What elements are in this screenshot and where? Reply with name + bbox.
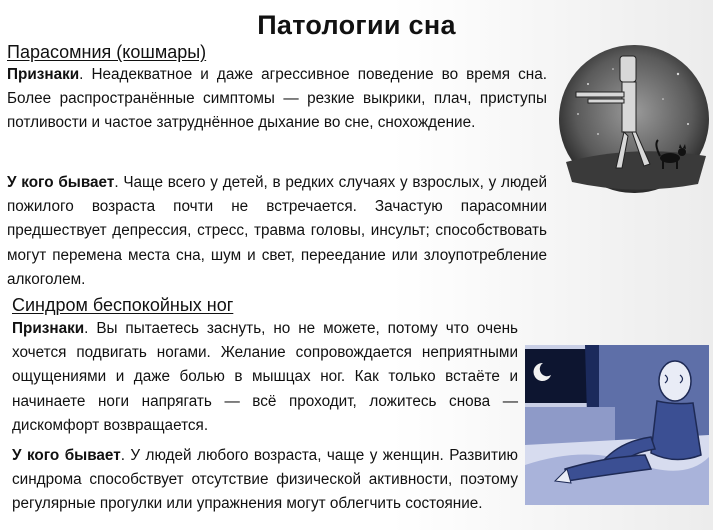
page-title: Патологии сна: [257, 10, 456, 40]
signs-label: Признаки: [12, 320, 85, 337]
parasomnia-signs-paragraph: [7, 63, 547, 136]
sleepwalker-illustration: [558, 44, 710, 194]
signs-label: Признаки: [7, 66, 80, 83]
section-heading-parasomnia: Парасомния (кошмары): [7, 42, 207, 62]
who-text: . Чаще всего у детей, в редких случаях у взрослых, у людей пожилого возраста почти не встречается. Зачастую парасомнии предшествует депрессия, стресс, травма головы, инсульт; способствовать могут перемена места сна, шум и свет, переедание или злоупотребление алкоголем.: [7, 174, 547, 288]
parasomnia-who-paragraph: [7, 171, 547, 292]
restless-legs-signs-paragraph: [12, 317, 518, 438]
who-label: У кого бывает: [12, 447, 121, 464]
who-label: У кого бывает: [7, 174, 115, 191]
restless-man-illustration: [525, 345, 709, 505]
who-text: . У людей любого возраста, чаще у женщин. Развитию синдрома способствует отсутствие физической активности, поэтому регулярные прогулки или упражнения могут облегчить состояние.: [12, 447, 518, 513]
signs-text: . Неадекватное и даже агрессивное поведение во время сна. Более распространённые симптомы — резкие выкрики, плач, приступы потливости и частое затруднённое дыхание во сне, снохождение.: [7, 66, 547, 132]
signs-text: . Вы пытаетесь заснуть, но не можете, потому что очень хочется подвигать ногами. Желание сопровождается неприятными ощущениями и даже болью в мышцах ног. Как только встаёте и начинаете ноги напрягать — всё проходит, ложитесь снова — дискомфорт возвращается.: [12, 320, 518, 434]
section-heading-restless-legs: Синдром беспокойных ног: [12, 295, 234, 315]
restless-legs-who-paragraph: [12, 444, 518, 517]
